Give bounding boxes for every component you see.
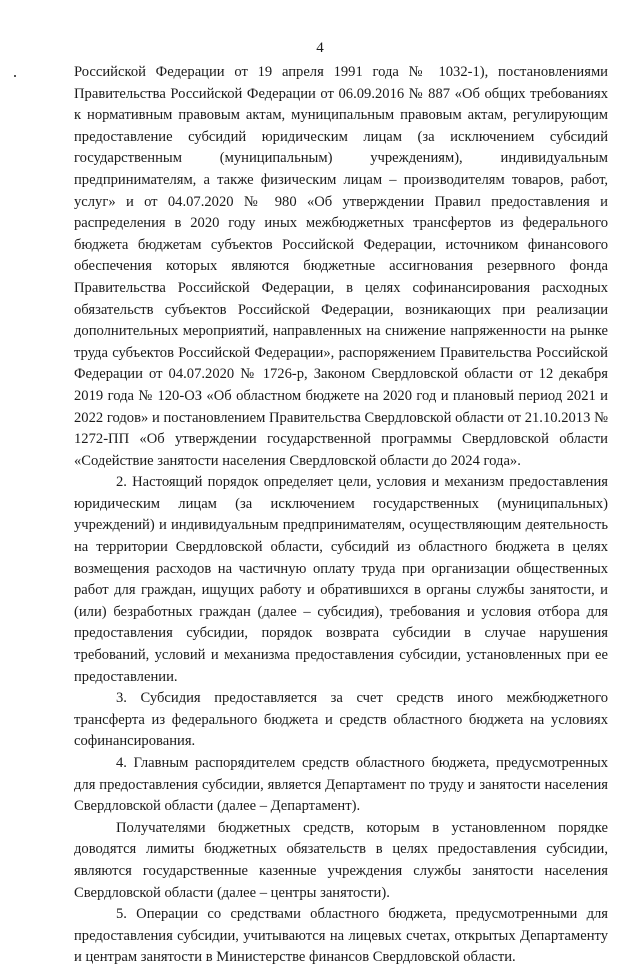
paragraph-item-2: 2. Настоящий порядок определяет цели, условия и механизм предоставления юридическим лицам (за исключением государственных (муниципальных) учреждений) и индивидуальным предпринимателям, осуществляющим деятельность на территории Свердловской области, субсидий из областного бюджета в целях возмещения расходов на частичную оплату труда при организации общественных работ для граждан, ищущих работу и обратившихся в органы службы занятости, и (или) безработных граждан (далее – субсидия), требования и условия отбора для предоставления субсидии, порядок возврата субсидии в случае нарушения требований, условий и механизма предоставления субсидии, установленных при ее предоставлении. [74,474,608,685]
paragraph-item-5: 5. Операции со средствами областного бюджета, предусмотренными для предоставления субсидии, учитываются на лицевых счетах, открытых Департаменту и центрам занятости в Министерстве финансов Свердловской области. [74,906,608,966]
paragraph-continuation: Российской Федерации от 19 апреля 1991 года № 1032-1), постановлениями Правительства Российской Федерации от 06.09.2016 № 887 «Об общих требованиях к нормативным правовым актам, муниципальным правовым актам, регулирующим предоставление субсидий юридическим лицам (за исключением субсидий государственным (муниципальным) учреждениям), индивидуальным предпринимателям, а также физическим лицам – производителям товаров, работ, услуг» и от 04.07.2020 № 980 «Об утверждении Правил предоставления и распределения в 2020 году иных межбюджетных трансфертов из федерального бюджета бюджетам субъектов Российской Федерации, источником финансового обеспечения которых являются бюджетные ассигнования резервного фонда Правительства Российской Федерации, в целях софинансирования расходных обязательств субъектов Российской Федерации, возникающих при реализации дополнительных мероприятий, направленных на снижение напряженности на рынке труда субъектов Российской Федерации», распоряжением Правительства Российской Федерации от 04.07.2020 № 1726-р, Законом Свердловской области от 12 декабря 2019 года № 120-ОЗ «Об областном бюджете на 2020 год и плановый период 2021 и 2022 годов» и постановлением Правительства Свердловской области от 21.10.2013 № 1272-ПП «Об утверждении государственной программы Свердловской области «Содействие занятости населения Свердловской области до 2024 года». [74,64,608,469]
paragraph-item-3: 3. Субсидия предоставляется за счет средств иного межбюджетного трансферта из федерального бюджета и средств областного бюджета на условиях софинансирования. [74,690,608,750]
scan-speck [14,75,16,77]
page-number: 4 [316,40,324,56]
paragraph-item-4: 4. Главным распорядителем средств областного бюджета, предусмотренных для предоставления субсидии, является Департамент по труду и занятости населения Свердловской области (далее – Департамент). [74,755,608,815]
document-body [74,62,608,969]
paragraph-item-4-recipients: Получателями бюджетных средств, которым в установленном порядке доводятся лимиты бюджетных обязательств в целях предоставления субсидии, являются государственные казенные учреждения службы занятости населения Свердловской области (далее – центры занятости). [74,819,608,901]
